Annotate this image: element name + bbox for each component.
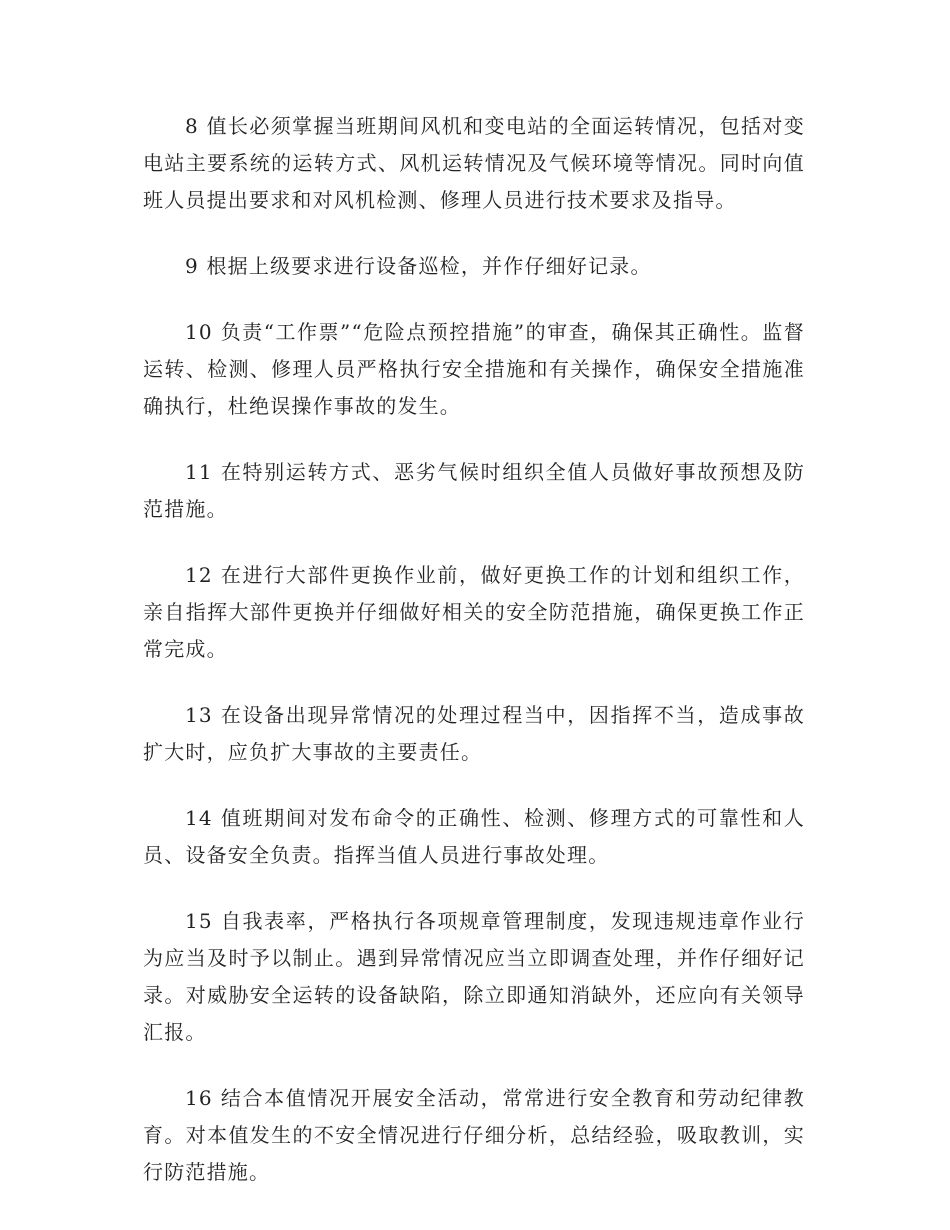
paragraph-12: 12 在进行大部件更换作业前，做好更换工作的计划和组织工作，亲自指挥大部件更换并仔细做好相关的安全防范措施，确保更换工作正常完成。 bbox=[143, 563, 805, 661]
paragraph-11: 11 在特别运转方式、恶劣气候时组织全值人员做好事故预想及防范措施。 bbox=[143, 460, 805, 521]
paragraph-13: 13 在设备出现异常情况的处理过程当中，因指挥不当，造成事故扩大时，应负扩大事故的主要责任。 bbox=[143, 703, 805, 764]
paragraph-16: 16 结合本值情况开展安全活动，常常进行安全教育和劳动纪律教育。对本值发生的不安全情况进行仔细分析，总结经验，吸取教训，实行防范措施。 bbox=[143, 1086, 805, 1184]
paragraph-14: 14 值班期间对发布命令的正确性、检测、修理方式的可靠性和人员、设备安全负责。指挥当值人员进行事故处理。 bbox=[143, 806, 805, 867]
document-body bbox=[143, 108, 805, 1220]
paragraph-15: 15 自我表率，严格执行各项规章管理制度，发现违规违章作业行为应当及时予以制止。遇到异常情况应当立即调查处理，并作仔细好记录。对威胁安全运转的设备缺陷，除立即通知消缺外，还应向有关领导汇报。 bbox=[143, 909, 805, 1044]
paragraph-8: 8 值长必须掌握当班期间风机和变电站的全面运转情况，包括对变电站主要系统的运转方式、风机运转情况及气候环境等情况。同时向值班人员提出要求和对风机检测、修理人员进行技术要求及指导。 bbox=[143, 114, 805, 212]
paragraph-9: 9 根据上级要求进行设备巡检，并作仔细好记录。 bbox=[185, 254, 652, 278]
paragraph-10: 10 负责“工作票”“危险点预控措施”的审查，确保其正确性。监督运转、检测、修理人员严格执行安全措施和有关操作，确保安全措施准确执行，杜绝误操作事故的发生。 bbox=[143, 320, 805, 418]
